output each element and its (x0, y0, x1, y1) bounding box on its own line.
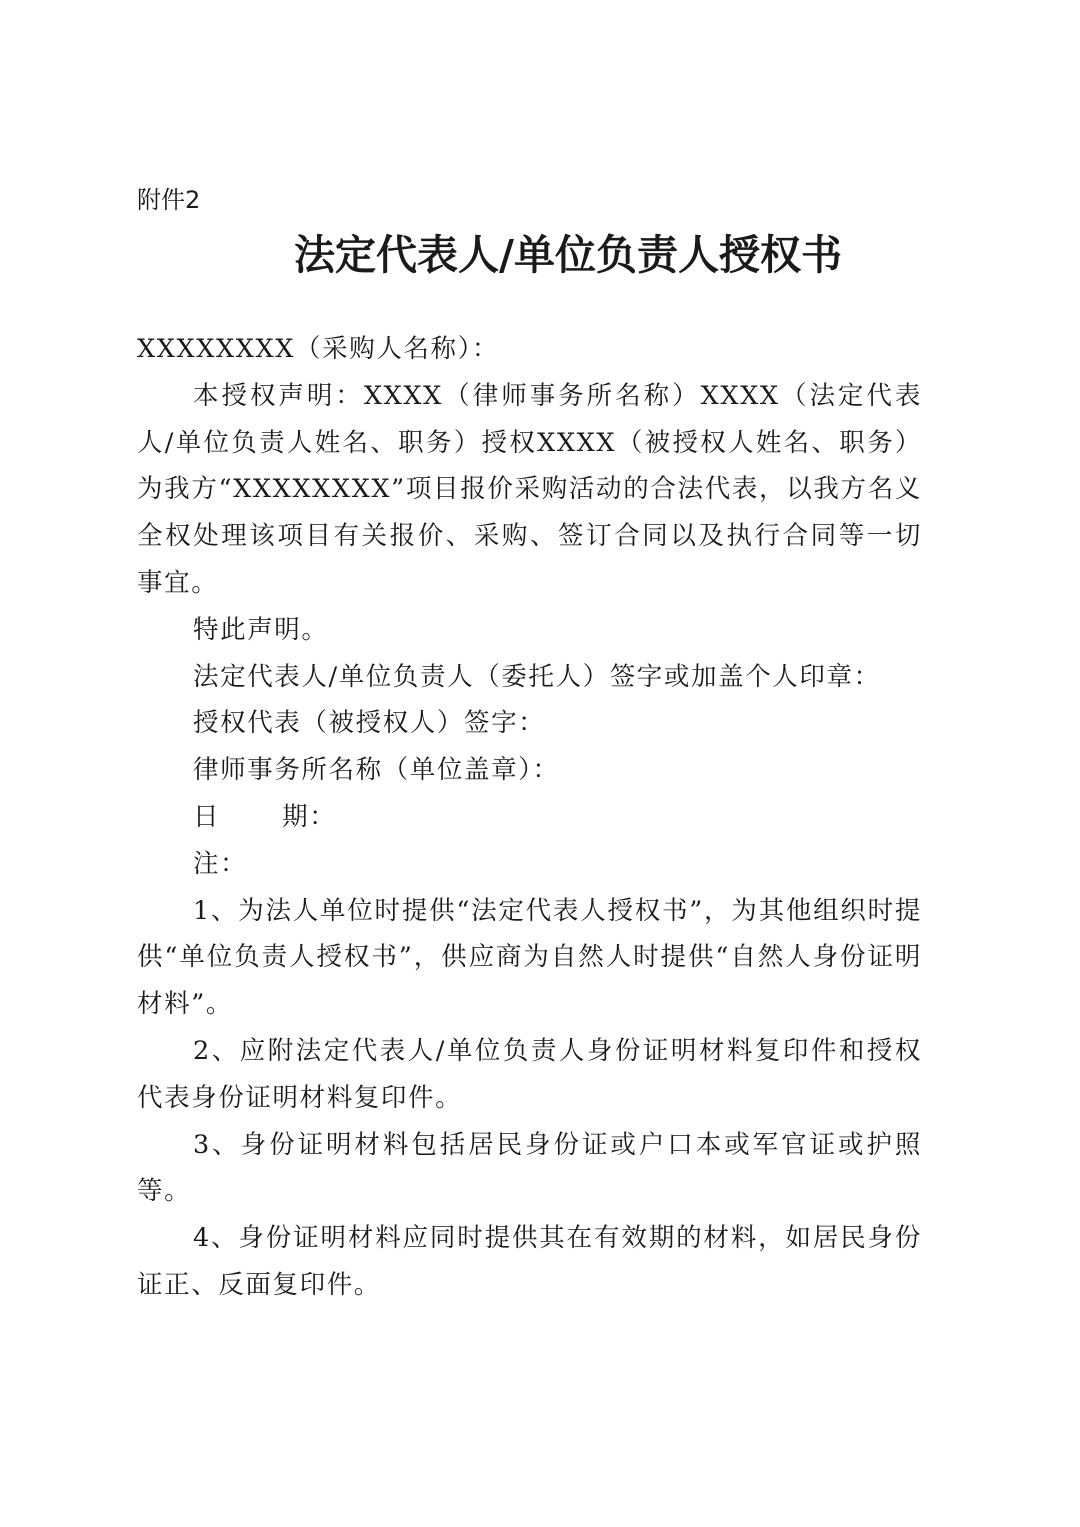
date-field (137, 794, 922, 841)
document-title: 法定代表人/单位负责人授权书 (294, 231, 842, 279)
notes-heading: 注： (193, 848, 248, 879)
document-body (137, 326, 922, 1309)
addressee-line: XXXXXXXX（采购人名称）： (137, 334, 500, 364)
note-item: 2、应附法定代表人/单位负责人身份证明材料复印件和授权代表身份证明材料复印件。 (137, 1035, 922, 1113)
representative-signature-field: 授权代表（被授权人）签字： (193, 708, 546, 739)
note-item: 1、为法人单位时提供“法定代表人授权书”，为其他组织时提供“单位负责人授权书”，供应商为自然人时提供“自然人身份证明材料”。 (137, 895, 922, 1020)
principal-signature-field: 法定代表人/单位负责人（委托人）签字或加盖个人印章： (193, 661, 881, 692)
firm-seal-field: 律师事务所名称（单位盖章）： (193, 755, 560, 786)
hereby-line: 特此声明。 (193, 614, 329, 645)
date-label-char2: 期： (282, 801, 337, 832)
note-item: 3、身份证明材料包括居民身份证或户口本或军官证或护照等。 (137, 1129, 922, 1207)
note-item: 4、身份证明材料应同时提供其在有效期的材料，如居民身份证正、反面复印件。 (137, 1223, 922, 1300)
attachment-label: 附件2 (137, 186, 201, 214)
date-label-char1: 日 (193, 801, 221, 832)
declaration-paragraph: 本授权声明：XXXX（律师事务所名称）XXXX（法定代表人/单位负责人姓名、职务）授权XXXX（被授权人姓名、职务）为我方“XXXXXXXX”项目报价采购活动的合法代表，以我方名义全权处理该项目有关报价、采购、签订合同以及执行合同等一切事宜。 (137, 380, 922, 598)
